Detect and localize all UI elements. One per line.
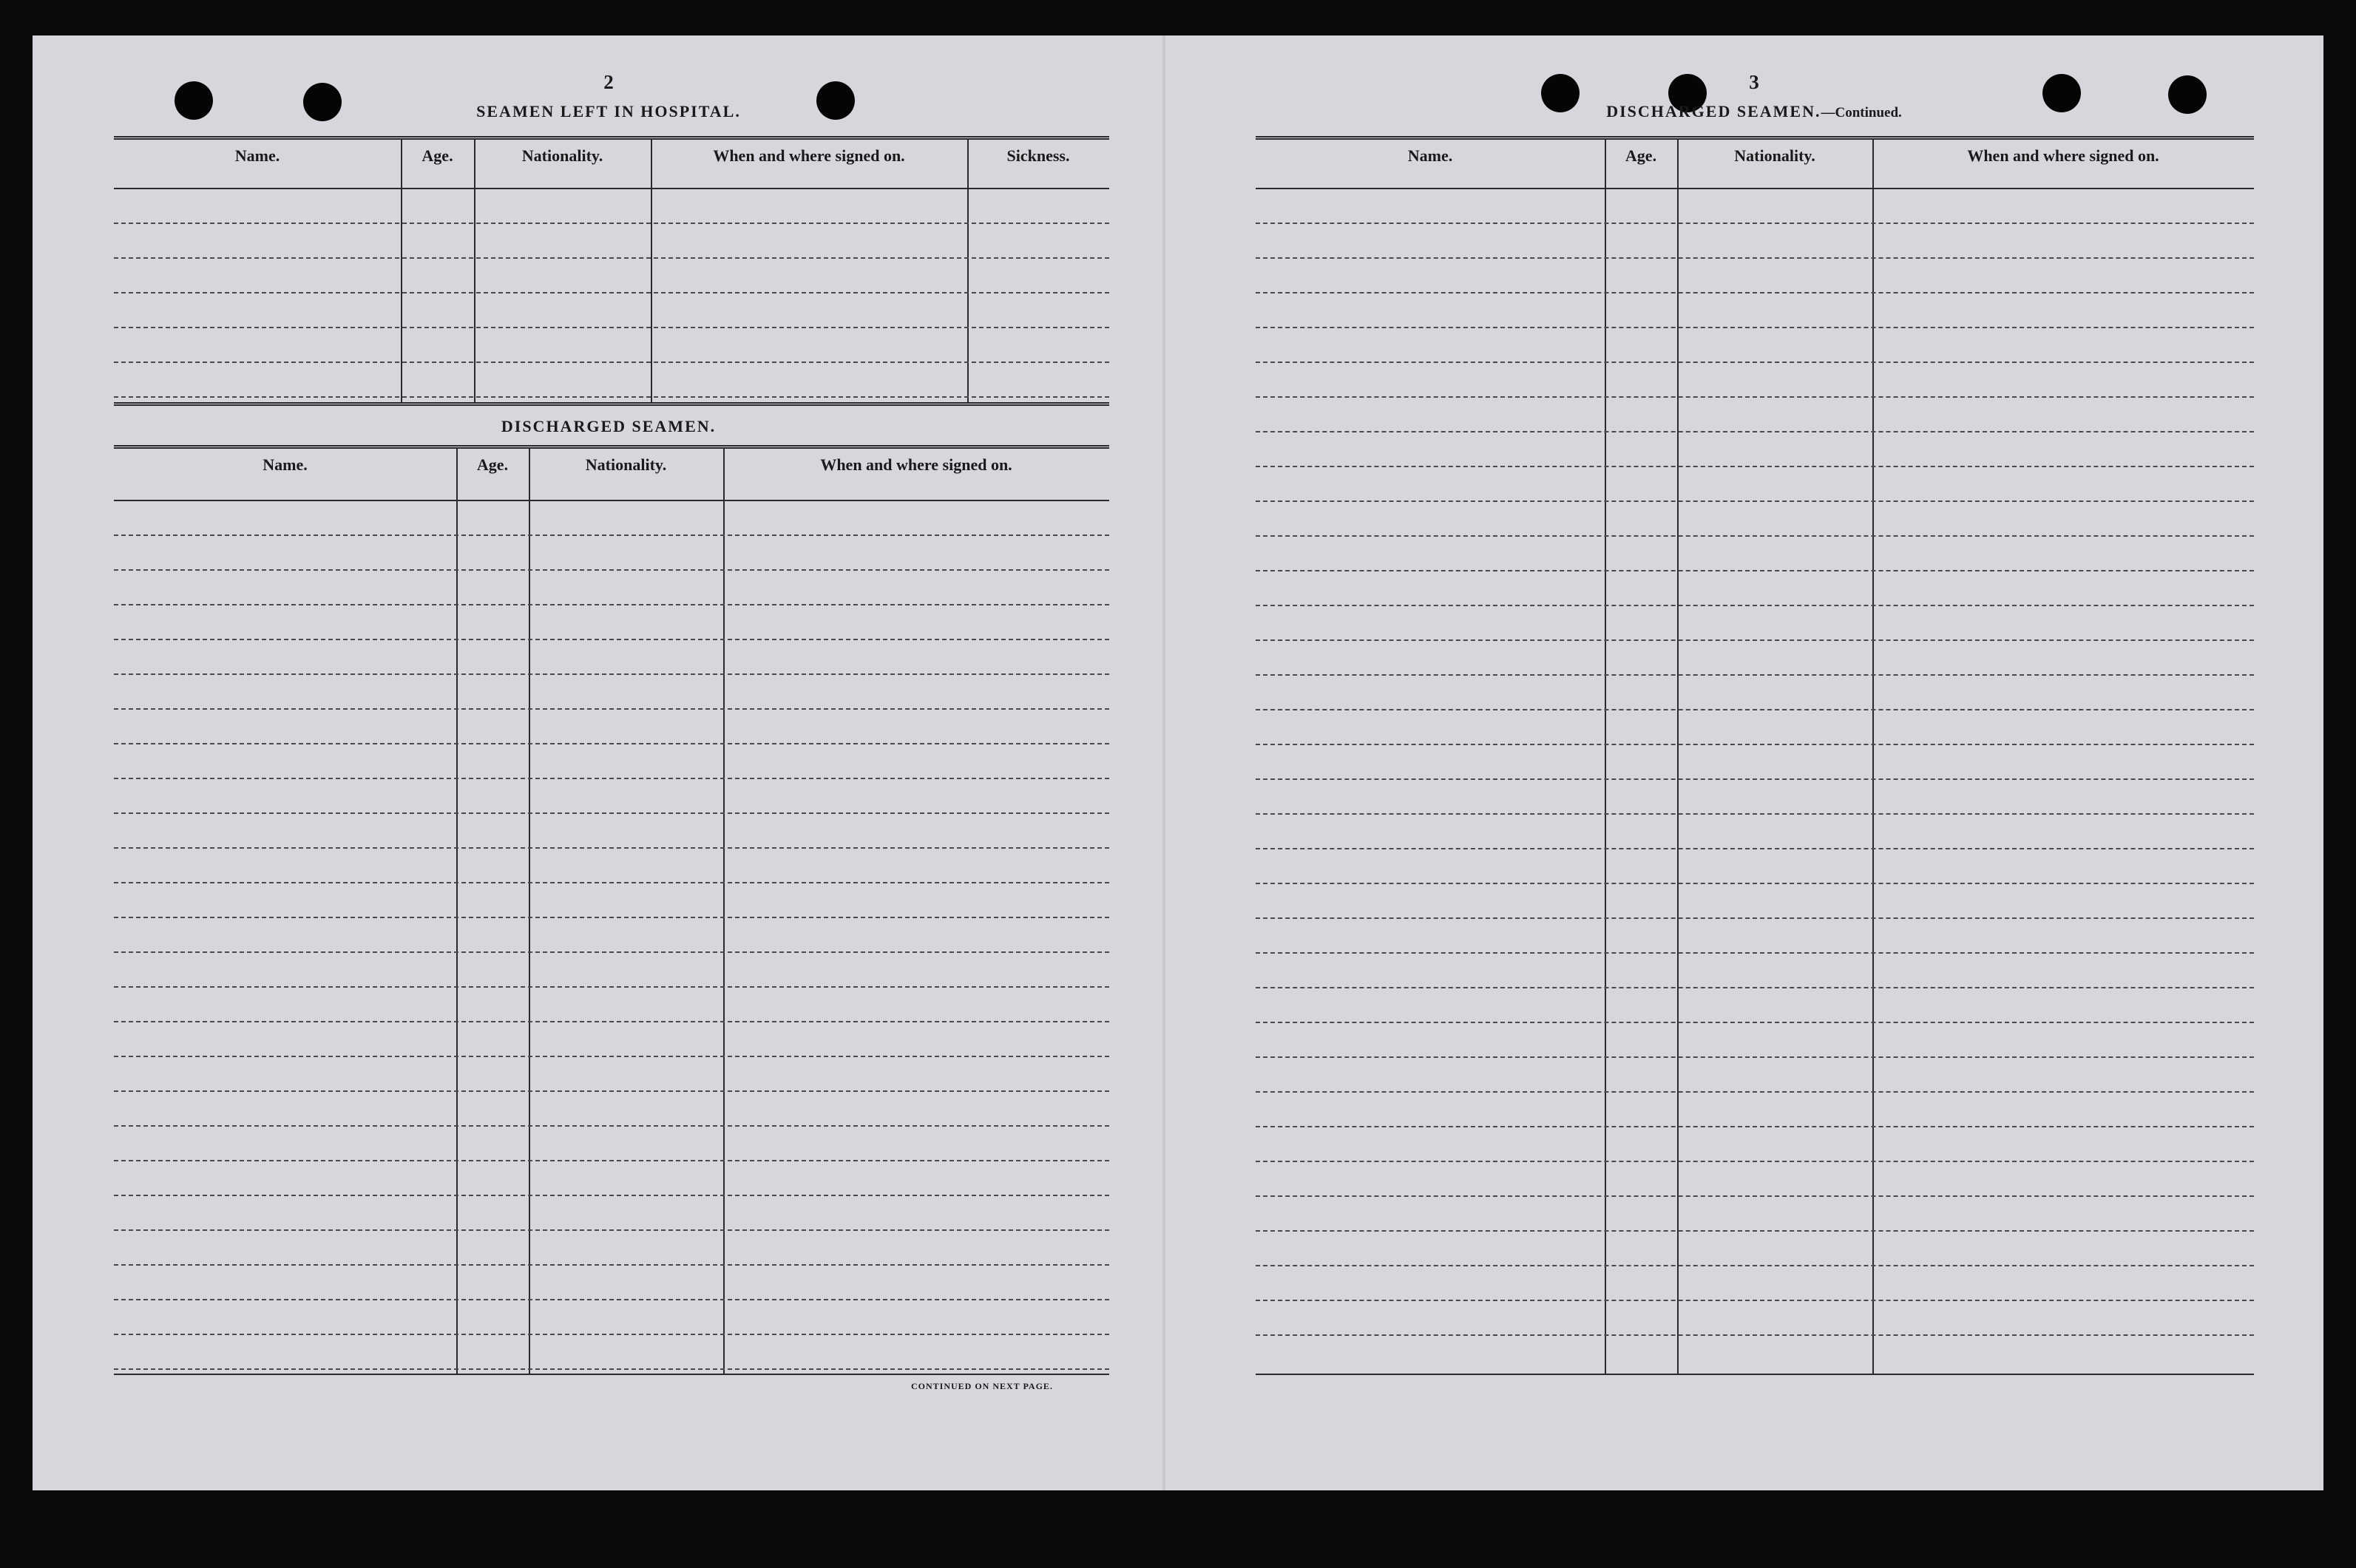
column-header: When and where signed on. [713,146,905,165]
column-header: Name. [1407,146,1453,165]
entry-line [114,639,1109,640]
table-header-rule [1256,188,2254,189]
page-fold [1162,35,1165,1490]
entry-line [114,708,1109,710]
entry-line [1256,639,2254,641]
table-header-rule [114,500,1109,501]
entry-line [1256,674,2254,676]
table-top-rule [1256,136,2254,140]
entry-line [1256,744,2254,745]
right-section-title-suffix: —Continued. [1821,105,1902,121]
column-header: When and where signed on. [1967,146,2159,165]
column-header: Nationality. [1734,146,1815,165]
entry-line [114,882,1109,883]
table-top-rule [114,445,1109,449]
entry-line [114,743,1109,744]
table-top-rule [114,136,1109,140]
entry-line [1256,292,2254,293]
entry-line [114,1264,1109,1266]
entry-line [114,1368,1109,1370]
punch-hole [2168,75,2207,114]
entry-line [1256,917,2254,919]
entry-line [1256,223,2254,224]
entry-line [114,951,1109,953]
column-divider [1605,139,1606,1374]
table-bottom-rule [114,402,1109,406]
entry-line [1256,1022,2254,1023]
entry-line [114,1056,1109,1057]
table-bottom-rule [1256,1374,2254,1375]
entry-line [114,1125,1109,1127]
entry-line [114,1229,1109,1231]
entry-line [1256,1126,2254,1127]
right-page-number: 3 [1749,71,1759,93]
column-divider [723,448,725,1374]
entry-line [1256,1265,2254,1266]
column-header: Nationality. [521,146,603,165]
document-sheet [33,35,2323,1490]
entry-line [114,362,1109,363]
entry-line [114,327,1109,328]
entry-line [114,1195,1109,1196]
entry-line [114,604,1109,605]
punch-hole [1541,74,1580,112]
entry-line [114,1299,1109,1300]
entry-line [1256,1056,2254,1058]
entry-line [114,847,1109,849]
entry-line [114,673,1109,675]
column-header: Sickness. [1006,146,1070,165]
column-header: Name. [234,146,280,165]
entry-line [114,292,1109,293]
entry-line [114,534,1109,536]
entry-line [114,1021,1109,1022]
entry-line [1256,848,2254,849]
table-bottom-rule [114,1374,1109,1375]
entry-line [1256,396,2254,398]
entry-line [1256,883,2254,884]
entry-line [1256,535,2254,537]
punch-hole [816,81,855,120]
entry-line [1256,1300,2254,1301]
entry-line [114,257,1109,259]
column-divider [1677,139,1679,1374]
punch-hole [175,81,213,120]
entry-line [114,396,1109,398]
entry-line [114,1334,1109,1335]
entry-line [1256,1161,2254,1162]
entry-line [114,1090,1109,1092]
punch-hole [303,83,342,121]
hospital-section-title: SEAMEN LEFT IN HOSPITAL. [476,102,741,121]
column-header: Age. [476,455,509,474]
left-page-number: 2 [603,71,614,93]
entry-line [1256,362,2254,363]
entry-line [1256,778,2254,780]
entry-line [1256,431,2254,432]
punch-hole [2042,74,2081,112]
entry-line [1256,570,2254,571]
column-header: Nationality. [585,455,667,474]
entry-line [1256,952,2254,954]
entry-line [1256,709,2254,710]
entry-line [1256,987,2254,988]
entry-line [1256,1091,2254,1093]
entry-line [1256,327,2254,328]
column-header: Name. [263,455,308,474]
discharged-section-title: DISCHARGED SEAMEN. [501,417,717,435]
entry-line [114,812,1109,814]
entry-line [1256,605,2254,606]
entry-line [114,1160,1109,1161]
column-header: Age. [422,146,453,165]
entry-line [1256,500,2254,502]
right-section-title [1606,102,1902,121]
entry-line [1256,466,2254,467]
entry-line [114,917,1109,918]
column-header: When and where signed on. [820,455,1012,474]
column-divider [529,448,530,1374]
entry-line [114,986,1109,988]
entry-line [1256,1334,2254,1336]
entry-line [1256,1195,2254,1197]
right-section-title-main: DISCHARGED SEAMEN. [1606,102,1821,121]
table-header-rule [114,188,1109,189]
entry-line [1256,813,2254,815]
entry-line [114,778,1109,779]
column-divider [456,448,458,1374]
column-divider [1872,139,1874,1374]
continued-note: CONTINUED ON NEXT PAGE. [911,1381,1053,1391]
entry-line [114,569,1109,571]
entry-line [114,223,1109,224]
entry-line [1256,1230,2254,1232]
column-header: Age. [1625,146,1657,165]
entry-line [1256,257,2254,259]
